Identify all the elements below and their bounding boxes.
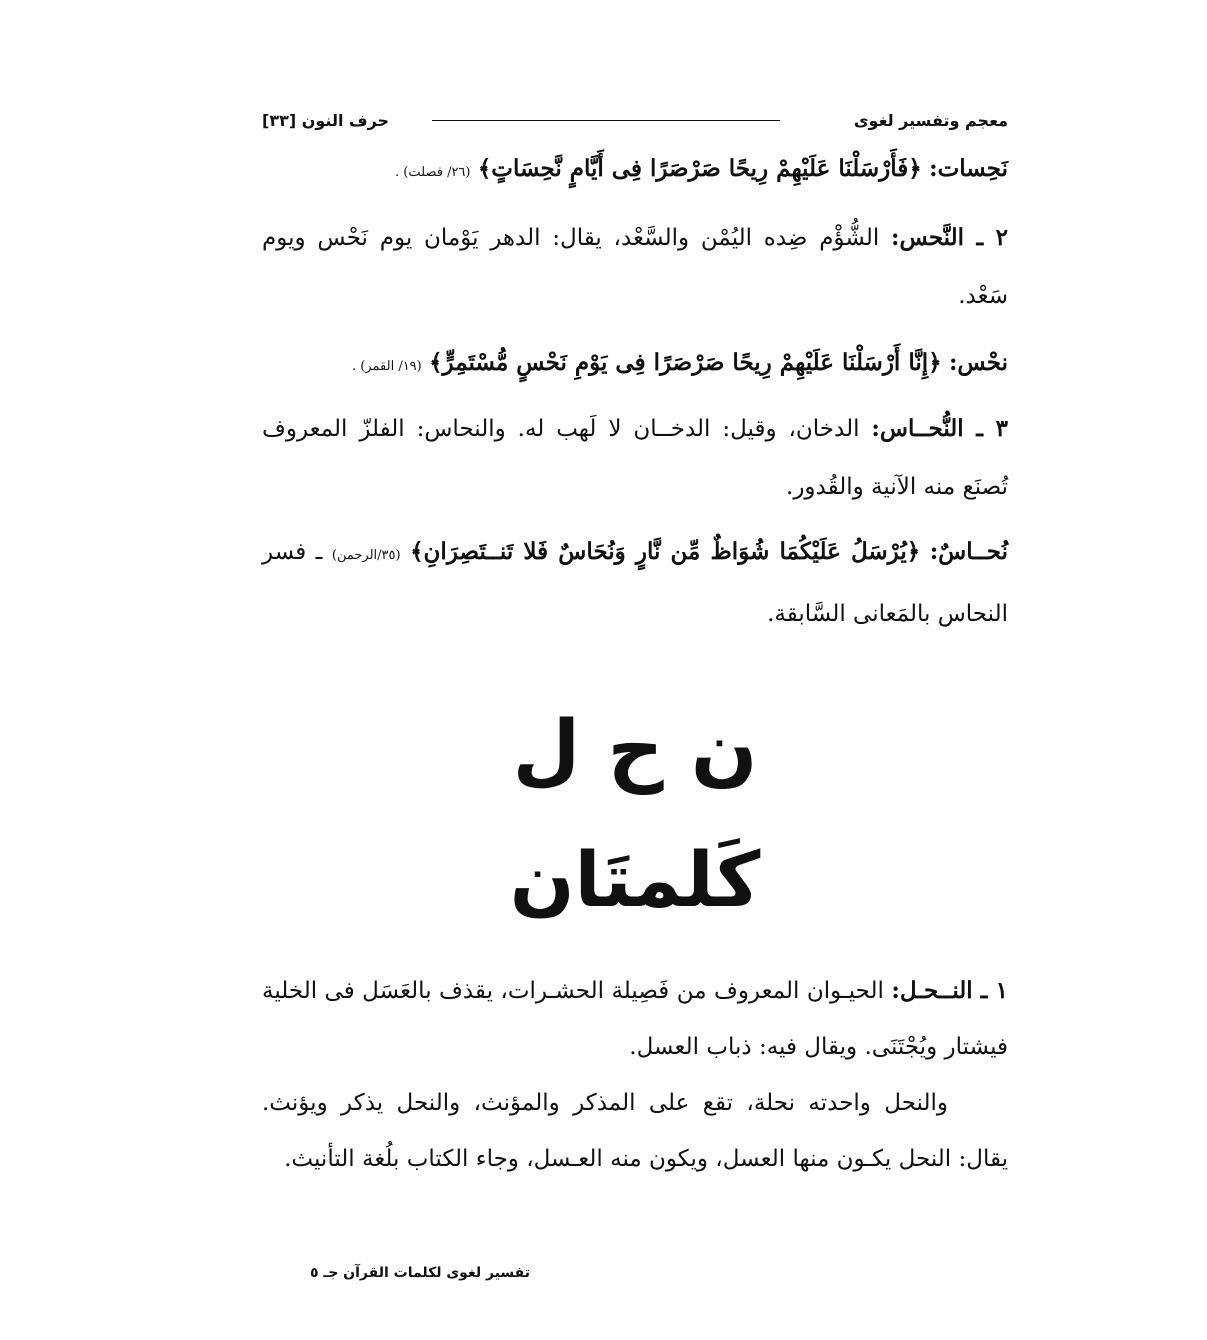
entry-headword: نَحِسات: — [929, 155, 1008, 182]
book-title: معجم وتفسير لغوى — [853, 110, 1008, 130]
verse-reference: (١٩/ القمر) . — [352, 359, 422, 374]
entry-headword: ٢ ـ النَّحس: — [891, 224, 1008, 251]
header-right-group — [262, 111, 389, 130]
root-heading: ن ح ل — [512, 705, 758, 795]
verse-reference: (٣٥/الرحمن) — [331, 548, 401, 563]
entry-annahl-cont — [262, 1075, 1008, 1187]
page-number: [٣٣] — [262, 110, 297, 130]
entry-annahl — [262, 963, 1008, 1075]
verse-reference: (٢٦/ فصلت) . — [395, 165, 471, 180]
entry-nuhas — [262, 523, 1008, 643]
entry-nahs — [262, 333, 1008, 397]
running-header — [262, 105, 1008, 135]
header-rule — [432, 120, 780, 121]
entry-annuhas — [262, 400, 1008, 516]
entry-nahisat — [262, 139, 1008, 203]
entry-definition: الدخان، وقيل: الدخــان لا لَهب له. والنحاس: الفلزّ المعروف تُصنَع منه الآنية والقُدور. — [262, 416, 1008, 500]
page — [262, 95, 1008, 1295]
footer-note: تفسير لغوى لكلمات القرآن جـ ٥ — [310, 1265, 530, 1281]
chapter-title: حرف النون — [301, 110, 390, 130]
entry-annahs — [262, 209, 1008, 325]
entry-definition: الحيـوان المعروف من فَصِيلة الحشـرات، يقذف بالعَسَل فى الخلية فيشتار ويُجْتَنَى. ويقال فيه: ذباب العسل. — [262, 978, 1008, 1060]
entry-headword: ٣ ـ النُّحــاس: — [871, 415, 1008, 442]
words-count-heading: كَلمتَان — [509, 835, 761, 924]
entry-headword: نُحــاسٌ: — [929, 538, 1008, 565]
entry-headword: نحْس: — [948, 349, 1008, 376]
quran-verse: ﴿فَأَرْسَلْنَا عَلَيْهِمْ رِيحًا صَرْصَرًا فِى أَيَّامٍ نَّحِسَاتٍ﴾ — [477, 155, 922, 182]
quran-verse: ﴿إِنَّا أَرْسَلْنَا عَلَيْهِمْ رِيحًا صَرْصَرًا فِى يَوْمِ نَحْسٍ مُّسْتَمِرٍّ﴾ — [429, 349, 942, 376]
entry-definition: الشُّؤْم ضِده اليُمْن والسَّعْد، يقال: الدهر يَوْمان يوم نَحْس ويوم سَعْد. — [262, 225, 1008, 309]
entry-definition: والنحل واحدته نحلة، تقع على المذكر والمؤنث، والنحل يذكر ويؤنث. يقال: النحل يكـون منها العسل، ويكون منه العـسل، وجاء الكتاب بلُغة التأنيث. — [262, 1090, 1008, 1172]
entry-definition: ـ فسر النحاس بالمَعانى السَّابقة. — [262, 539, 1008, 627]
entry-headword: ١ ـ النــحـل: — [891, 977, 1009, 1004]
quran-verse: ﴿يُرْسَلُ عَلَيْكُمَا شُوَاظٌ مِّن نَّارٍ وَنُحَاسٌ فَلا تَنــتَصِرَانِ﴾ — [410, 538, 921, 565]
